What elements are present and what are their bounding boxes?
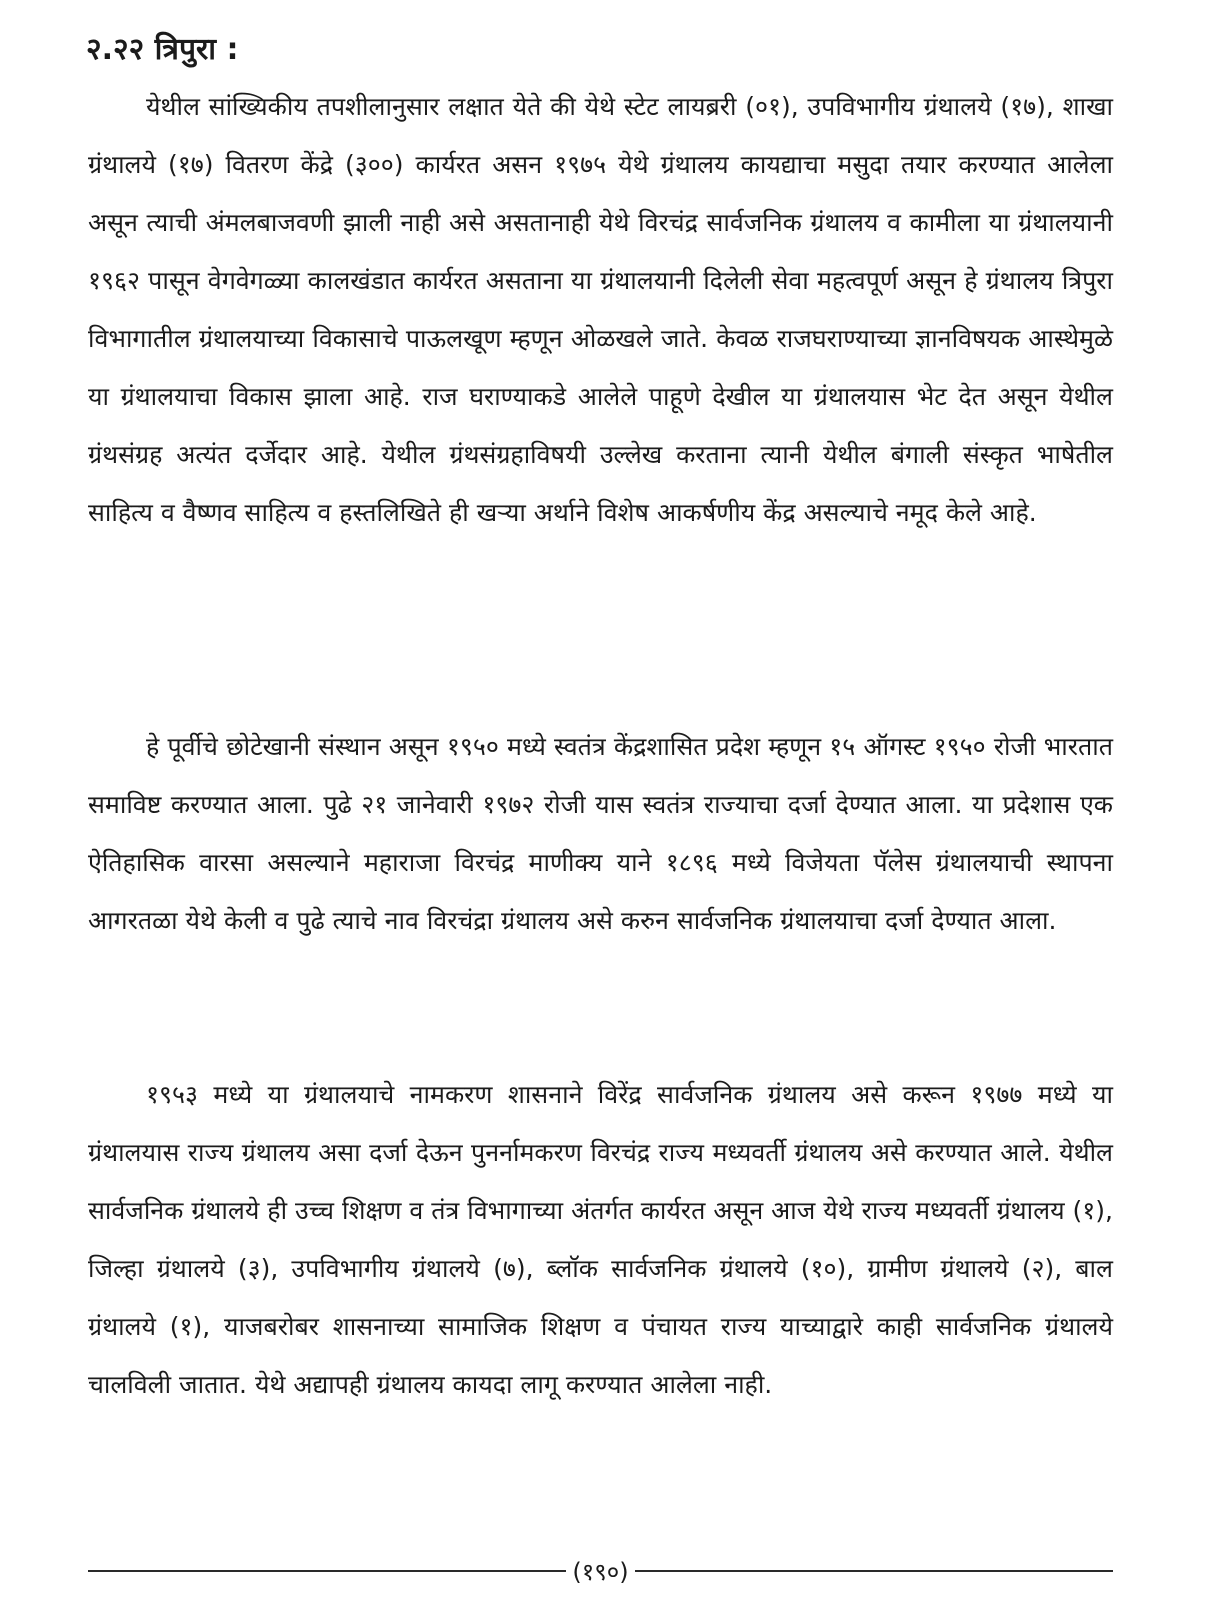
page-footer	[88, 1553, 1113, 1589]
section-heading: २.२२ त्रिपुरा :	[86, 32, 239, 67]
footer-rule-right	[635, 1570, 1113, 1572]
paragraph-history: हे पूर्वीचे छोटेखानी संस्थान असून १९५० मध्ये स्वतंत्र केंद्रशासित प्रदेश म्हणून १५ ऑगस्ट १९५० रोजी भारतात समाविष्ट करण्यात आला. पुढे २१ जानेवारी १९७२ रोजी यास स्वतंत्र राज्याचा दर्जा देण्यात आला. या प्रदेशास एक ऐतिहासिक वारसा असल्याने महाराजा विरचंद्र माणीक्य याने १८९६ मध्ये विजेयता पॅलेस ग्रंथालयाची स्थापना आगरतळा येथे केली व पुढे त्याचे नाव विरचंद्रा ग्रंथालय असे करुन सार्वजनिक ग्रंथालयाचा दर्जा देण्यात आला.	[88, 732, 1113, 935]
footer-rule-left	[88, 1570, 566, 1572]
paragraph-state-library-overview: येथील सांख्यिकीय तपशीलानुसार लक्षात येते की येथे स्टेट लायब्ररी (०१), उपविभागीय ग्रंथालये (१७), शाखा ग्रंथालये (१७) वितरण केंद्रे (३००) कार्यरत असन १९७५ येथे ग्रंथालय कायद्याचा मसुदा तयार करण्यात आलेला असून त्याची अंमलबाजवणी झाली नाही असे असतानाही येथे विरचंद्र सार्वजनिक ग्रंथालय व कामीला या ग्रंथालयानी १९६२ पासून वेगवेगळ्या कालखंडात कार्यरत असताना या ग्रंथालयानी दिलेली सेवा महत्वपूर्ण असून हे ग्रंथालय त्रिपुरा विभागातील ग्रंथालयाच्या विकासाचे पाऊलखूण म्हणून ओळखले जाते. केवळ राजघराण्याच्या ज्ञानविषयक आस्थेमुळे या ग्रंथालयाचा विकास झाला आहे. राज घराण्याकडे आलेले पाहूणे देखील या ग्रंथालयास भेट देत असून येथील ग्रंथसंग्रह अत्यंत दर्जेदार आहे. येथील ग्रंथसंग्रहाविषयी उल्लेख करताना त्यानी येथील बंगाली संस्कृत भाषेतील साहित्य व वैष्णव साहित्य व हस्तलिखिते ही खऱ्या अर्थाने विशेष आकर्षणीय केंद्र असल्याचे नमूद केले आहे.	[88, 92, 1113, 527]
page-number: (१९०)	[572, 1557, 629, 1586]
paragraph-current-status: १९५३ मध्ये या ग्रंथालयाचे नामकरण शासनाने विरेंद्र सार्वजनिक ग्रंथालय असे करून १९७७ मध्ये या ग्रंथालयास राज्य ग्रंथालय असा दर्जा देऊन पुनर्नामकरण विरचंद्र राज्य मध्यवर्ती ग्रंथालय असे करण्यात आले. येथील सार्वजनिक ग्रंथालये ही उच्च शिक्षण व तंत्र विभागाच्या अंतर्गत कार्यरत असून आज येथे राज्य मध्यवर्ती ग्रंथालय (१), जिल्हा ग्रंथालये (३), उपविभागीय ग्रंथालये (७), ब्लॉक सार्वजनिक ग्रंथालये (१०), ग्रामीण ग्रंथालये (२), बाल ग्रंथालये (१), याजबरोबर शासनाच्या सामाजिक शिक्षण व पंचायत राज्य याच्याद्वारे काही सार्वजनिक ग्रंथालये चालविली जातात. येथे अद्यापही ग्रंथालय कायदा लागू करण्यात आलेला नाही.	[88, 1080, 1113, 1399]
